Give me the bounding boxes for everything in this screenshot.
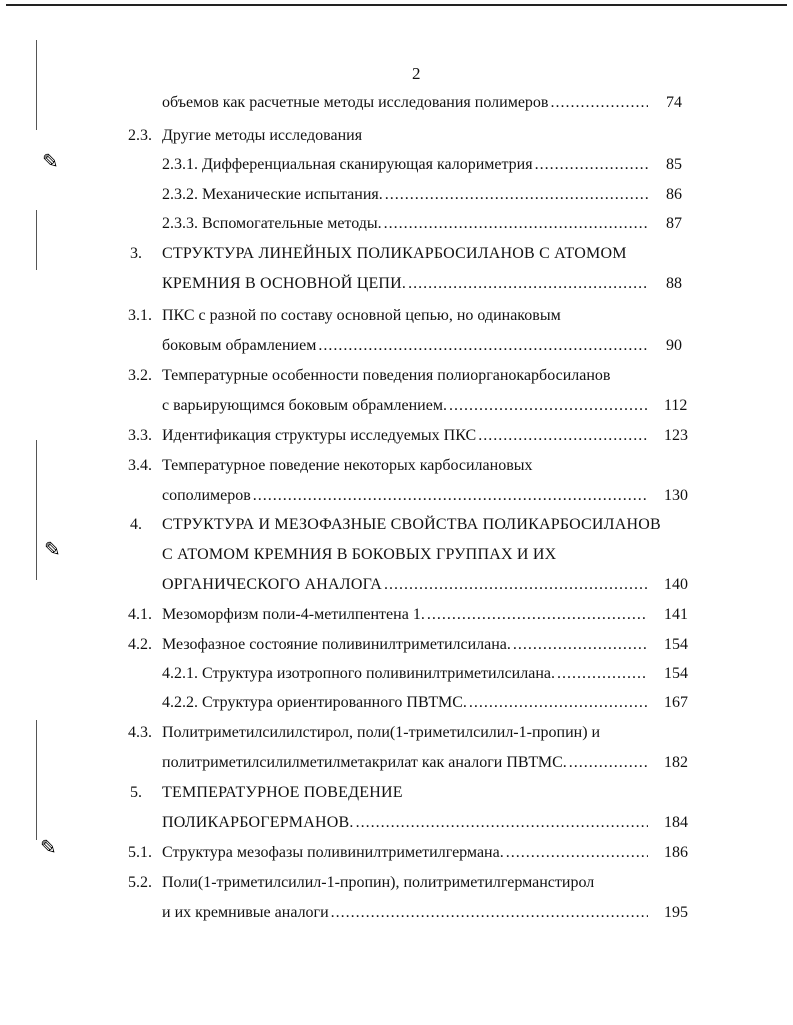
toc-leader-dots [384, 576, 648, 594]
toc-entry-title: Идентификация структуры исследуемых ПКС [162, 427, 477, 444]
toc-entry-title: Температурные особенности поведения полиорганокарбосиланов [162, 367, 611, 384]
left-scan-edge [36, 40, 37, 130]
toc-entry-title: 2.3.2. Механические испытания. [162, 186, 383, 203]
toc-leader-dots [469, 694, 648, 712]
toc-entry [162, 215, 650, 233]
toc-entry-title: Структура мезофазы поливинилтриметилгермана. [162, 844, 504, 861]
toc-page-number: 167 [664, 694, 688, 711]
top-border-line [6, 4, 787, 6]
toc-entry [162, 337, 650, 355]
toc-entry [162, 156, 650, 174]
toc-entry [162, 427, 650, 445]
toc-entry-title: 2.3.3. Вспомогательные методы. [162, 215, 382, 232]
toc-section-number: 4.3. [128, 724, 152, 741]
toc-chapter-title: ОРГАНИЧЕСКОГО АНАЛОГА [162, 576, 383, 593]
toc-leader-dots [506, 844, 648, 862]
page-number: 2 [412, 64, 421, 83]
toc-entry-title: Мезоморфизм поли-4-метилпентена 1. [162, 606, 425, 623]
toc-entry-title: 4.2.2. Структура ориентированного ПВТМС. [162, 694, 467, 711]
toc-section-number: 3.2. [128, 367, 152, 384]
toc-entry [162, 844, 650, 862]
toc-section-number: 3.4. [128, 457, 152, 474]
toc-entry-title: 2.3.1. Дифференциальная сканирующая калориметрия [162, 156, 533, 173]
toc-entry-title: Политриметилсилилстирол, поли(1-триметилсилил-1-пропин) и [162, 724, 601, 741]
toc-entry [162, 397, 650, 415]
toc-entry [162, 754, 650, 772]
toc-page-number: 90 [666, 337, 682, 354]
toc-page-number: 88 [666, 275, 682, 292]
left-scan-edge [36, 440, 37, 580]
margin-ink-mark: ✎ [40, 837, 57, 859]
toc-page-number: 112 [664, 397, 688, 414]
toc-entry [162, 694, 650, 712]
toc-page-number: 123 [664, 427, 688, 444]
toc-section-number: 5.1. [128, 844, 152, 861]
toc-chapter-title: ПОЛИКАРБОГЕРМАНОВ. [162, 814, 354, 831]
toc-leader-dots [356, 814, 648, 832]
toc-entry-title: Температурное поведение некоторых карбосилановых [162, 457, 533, 474]
toc-page-number: 195 [664, 904, 688, 921]
toc-entry [162, 636, 650, 654]
toc-entry [162, 275, 650, 293]
toc-entry [162, 814, 650, 832]
toc-page-number: 86 [666, 186, 682, 203]
margin-ink-mark: ✎ [42, 151, 59, 173]
toc-section-number: 4.2. [128, 636, 152, 653]
toc-leader-dots [550, 94, 648, 112]
toc-chapter-title: СТРУКТУРА ЛИНЕЙНЫХ ПОЛИКАРБОСИЛАНОВ С АТОМОМ [162, 245, 627, 262]
toc-leader-dots [557, 665, 648, 683]
toc-page-number: 154 [664, 665, 688, 682]
toc-entry-title: и их кремнивые аналоги [162, 904, 329, 921]
toc-leader-dots [427, 606, 648, 624]
margin-ink-mark: ✎ [44, 539, 61, 561]
toc-page-number: 186 [664, 844, 688, 861]
toc-entry-title: ПКС с разной по составу основной цепью, но одинаковым [162, 307, 561, 324]
toc-chapter-title: КРЕМНИЯ В ОСНОВНОЙ ЦЕПИ. [162, 275, 407, 292]
toc-entry [162, 487, 650, 505]
toc-chapter-number: 5. [130, 784, 142, 801]
toc-entry [162, 606, 650, 624]
toc-chapter-title: ТЕМПЕРАТУРНОЕ ПОВЕДЕНИЕ [162, 784, 403, 801]
toc-chapter-number: 3. [130, 245, 142, 262]
toc-chapter-title: СТРУКТУРА И МЕЗОФАЗНЫЕ СВОЙСТВА ПОЛИКАРБОСИЛАНОВ [162, 516, 661, 533]
toc-leader-dots [384, 215, 648, 233]
toc-leader-dots [535, 156, 648, 174]
toc-entry-title: Поли(1-триметилсилил-1-пропин), политриметилгерманстирол [162, 874, 595, 891]
toc-page-number: 154 [664, 636, 688, 653]
toc-page-number: 130 [664, 487, 688, 504]
toc-leader-dots [331, 904, 648, 922]
toc-entry-title: объемов как расчетные методы исследования полимеров [162, 94, 549, 111]
toc-entry-title: с варьирующимся боковым обрамлением. [162, 397, 447, 414]
toc-leader-dots [253, 487, 648, 505]
toc-page-number: 87 [666, 215, 682, 232]
toc-leader-dots [449, 397, 648, 415]
toc-entry [162, 665, 650, 683]
toc-page-number: 141 [664, 606, 688, 623]
toc-entry-title: Другие методы исследования [162, 127, 363, 144]
toc-chapter-title: С АТОМОМ КРЕМНИЯ В БОКОВЫХ ГРУППАХ И ИХ [162, 546, 557, 563]
toc-page-number: 184 [664, 814, 688, 831]
toc-entry [162, 576, 650, 594]
toc-leader-dots [318, 337, 648, 355]
toc-page-number: 140 [664, 576, 688, 593]
toc-page-number: 182 [664, 754, 688, 771]
toc-entry-title: политриметилсилилметилметакрилат как аналоги ПВТМС. [162, 754, 567, 771]
toc-entry [162, 94, 650, 112]
toc-entry [162, 186, 650, 204]
toc-section-number: 4.1. [128, 606, 152, 623]
toc-leader-dots [408, 275, 648, 293]
toc-entry [162, 904, 650, 922]
left-scan-edge [36, 210, 37, 270]
toc-leader-dots [569, 754, 648, 772]
left-scan-edge [36, 720, 37, 840]
toc-section-number: 5.2. [128, 874, 152, 891]
toc-section-number: 2.3. [128, 127, 152, 144]
toc-section-number: 3.1. [128, 307, 152, 324]
toc-chapter-number: 4. [130, 516, 142, 533]
toc-page-number: 74 [666, 94, 682, 111]
toc-leader-dots [513, 636, 648, 654]
toc-page-number: 85 [666, 156, 682, 173]
toc-section-number: 3.3. [128, 427, 152, 444]
toc-entry-title: 4.2.1. Структура изотропного поливинилтриметилсилана. [162, 665, 555, 682]
toc-entry-title: боковым обрамлением [162, 337, 317, 354]
toc-entry-title: сополимеров [162, 487, 251, 504]
toc-entry-title: Мезофазное состояние поливинилтриметилсилана. [162, 636, 511, 653]
toc-leader-dots [478, 427, 648, 445]
toc-leader-dots [385, 186, 648, 204]
